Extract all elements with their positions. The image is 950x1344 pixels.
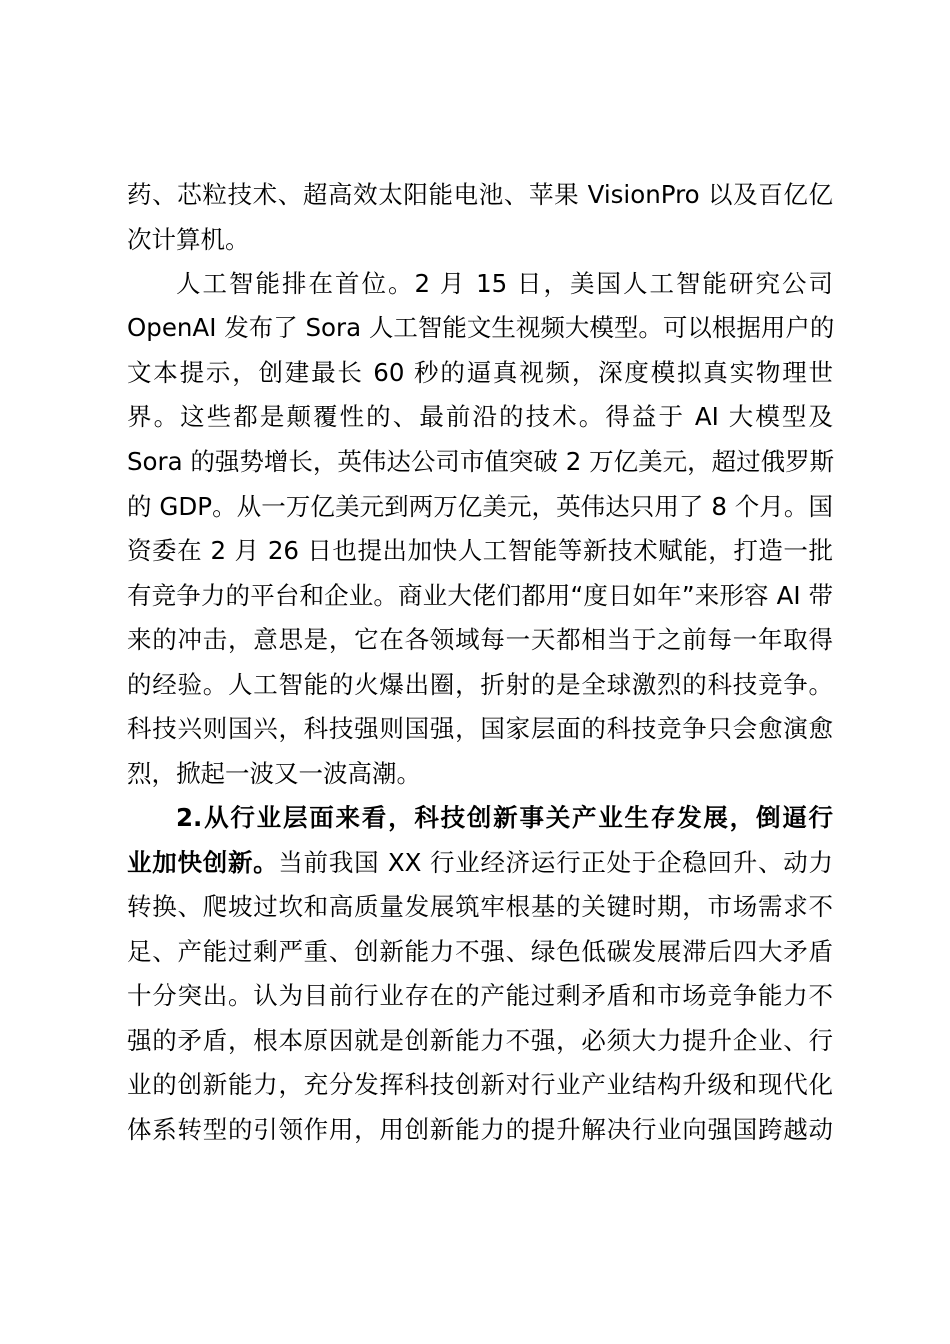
- body-text-line: 业的创新能力，充分发挥科技创新对行业产业结构升级和现代化: [127, 1070, 833, 1099]
- body-text-line: 转换、爬坡过坎和高质量发展筑牢根基的关键时期，市场需求不: [127, 892, 833, 921]
- body-text-line: 人工智能排在首位。2 月 15 日，美国人工智能研究公司: [176, 269, 833, 298]
- body-text-line: 次计算机。: [127, 225, 250, 254]
- section-heading-end: 业加快创新。: [127, 848, 279, 877]
- body-text-line: 文本提示，创建最长 60 秒的逼真视频，深度模拟真实物理世: [127, 358, 833, 387]
- body-text-line: 十分突出。认为目前行业存在的产能过剩矛盾和市场竞争能力不: [127, 981, 833, 1010]
- body-text-line: 界。这些都是颠覆性的、最前沿的技术。得益于 AI 大模型及: [127, 402, 833, 431]
- body-text-line: 资委在 2 月 26 日也提出加快人工智能等新技术赋能，打造一批: [127, 536, 833, 565]
- body-text-line: 体系转型的引领作用，用创新能力的提升解决行业向强国跨越动: [127, 1115, 833, 1144]
- body-text-line: 烈，掀起一波又一波高潮。: [127, 759, 421, 788]
- body-text-line: [127, 848, 833, 878]
- body-text-line: 的经验。人工智能的火爆出圈，折射的是全球激烈的科技竞争。: [127, 670, 833, 699]
- body-text-line: 来的冲击，意思是，它在各领域每一天都相当于之前每一年取得: [127, 625, 833, 654]
- body-text-line: 科技兴则国兴，科技强则国强，国家层面的科技竞争只会愈演愈: [127, 714, 833, 743]
- body-text-line: 的 GDP。从一万亿美元到两万亿美元，英伟达只用了 8 个月。国: [127, 492, 833, 521]
- body-text-line: 有竞争力的平台和企业。商业大佬们都用“度日如年”来形容 AI 带: [127, 581, 833, 610]
- section-heading: 2.从行业层面来看，科技创新事关产业生存发展，倒逼行: [176, 803, 833, 832]
- body-text-line: 强的矛盾，根本原因就是创新能力不强，必须大力提升企业、行: [127, 1026, 833, 1055]
- body-text-line: OpenAI 发布了 Sora 人工智能文生视频大模型。可以根据用户的: [127, 313, 835, 342]
- body-text-span: 当前我国 XX 行业经济运行正处于企稳回升、动力: [278, 848, 833, 877]
- body-text-line: Sora 的强势增长，英伟达公司市值突破 2 万亿美元，超过俄罗斯: [127, 447, 835, 476]
- body-text-line: 足、产能过剩严重、创新能力不强、绿色低碳发展滞后四大矛盾: [127, 937, 833, 966]
- body-text-line: 药、芯粒技术、超高效太阳能电池、苹果 VisionPro 以及百亿亿: [127, 180, 833, 209]
